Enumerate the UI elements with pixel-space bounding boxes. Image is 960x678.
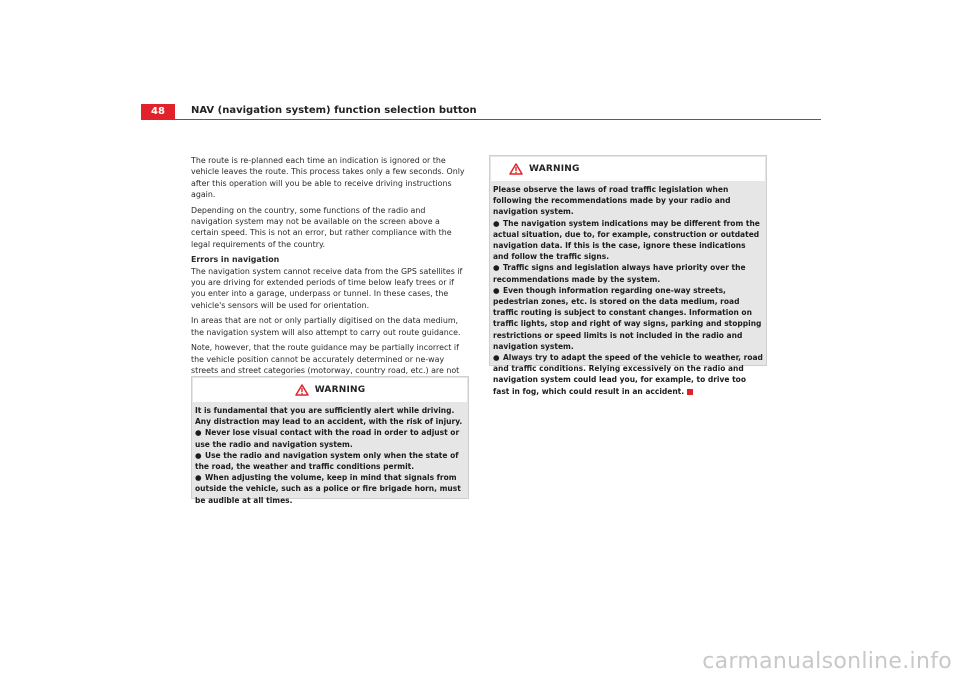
warning-bullet (195, 450, 465, 472)
warning-intro: Please observe the laws of road traffic legislation when following the recommendations made by your radio and navigation system. (493, 185, 731, 217)
warning-header (193, 378, 467, 402)
paragraph: Note, however, that the route guidance may be partially incorrect if the vehicle position cannot be accurately determined or ne-way streets and street categories (motorway, country road, etc.) are not (191, 343, 460, 375)
paragraph: In areas that are not or only partially digitised on the data medium, the navigation system will also attempt to carry out route guidance. (191, 316, 461, 337)
bullet-glyph: ● (195, 428, 202, 438)
page-number: 48 (141, 104, 175, 119)
warning-bullet (493, 262, 763, 284)
warning-title: WARNING (314, 385, 366, 395)
header-divider (141, 119, 821, 120)
bullet-glyph: ● (493, 263, 500, 273)
warning-triangle-icon (509, 163, 523, 175)
paragraph: The route is re-planned each time an indication is ignored or the vehicle leaves the route. This process takes only a few seconds. Only after this operation will you be able to receive driving instructions again. (191, 156, 465, 200)
warning-bullet (195, 427, 465, 449)
bullet-text: The navigation system indications may be different from the actual situation, due to, for example, construction or outdated navigation data. If this is the case, ignore these indications and follow the traffic signs. (493, 218, 760, 262)
bullet-glyph: ● (195, 450, 202, 460)
bullet-text: Never lose visual contact with the road in order to adjust or use the radio and navigation system. (195, 428, 460, 449)
watermark: carmanualsonline.info (702, 649, 952, 674)
section-end-marker (687, 389, 693, 395)
bullet-glyph: ● (493, 218, 500, 228)
warning-box-right (489, 155, 767, 396)
paragraph: The navigation system cannot receive data from the GPS satellites if you are driving for extended periods of time below leafy trees or if you enter into a garage, underpass or tunnel. In these cases, the vehicle's sensors will be used for orientation. (191, 266, 463, 310)
warning-bullet (493, 352, 763, 397)
warning-bullet (493, 285, 763, 352)
warning-title: WARNING (529, 164, 580, 174)
warning-bullet (195, 472, 465, 506)
warning-body (490, 181, 766, 397)
bullet-text: Traffic signs and legislation always have priority over the recommendations made by the system. (493, 263, 746, 284)
paragraph: Depending on the country, some functions of the radio and navigation system may not be available on the screen above a certain speed. This is not an error, but rather compliance with the legal requirements of the country. (191, 205, 452, 249)
bullet-text: Use the radio and navigation system only when the state of the road, the weather and traffic conditions permit. (195, 450, 459, 472)
bullet-glyph: ● (493, 353, 500, 363)
warning-intro: It is fundamental that you are sufficiently alert while driving. Any distraction may lead to an accident, with the risk of injury. (195, 406, 463, 427)
bullet-text: When adjusting the volume, keep in mind that signals from outside the vehicle, such as a police or fire brigade horn, must be audible at all times. (195, 473, 461, 505)
warning-body (192, 402, 468, 506)
page-title: NAV (navigation system) function selection button (191, 105, 477, 116)
left-column (191, 155, 469, 392)
bullet-text: Even though information regarding one-way streets, pedestrian zones, etc. is stored on the data medium, road traffic routing is subject to constant changes. Information on traffic lights, stop and right of way signs, parking and stopping restrictions or speed limits is not included in the radio and navigation system. (493, 285, 762, 351)
bullet-glyph: ● (195, 473, 202, 483)
bullet-glyph: ● (493, 285, 500, 295)
warning-header (491, 157, 765, 181)
section-subheading: Errors in navigation (191, 255, 280, 265)
bullet-text: Always try to adapt the speed of the vehicle to weather, road and traffic conditions. Relying excessively on the radio and navigation system could lead you, for example, to drive too fast in fog, which could result in an accident. (493, 353, 763, 396)
warning-triangle-icon (295, 384, 309, 396)
warning-box-left (191, 376, 469, 505)
warning-bullet (493, 218, 763, 263)
